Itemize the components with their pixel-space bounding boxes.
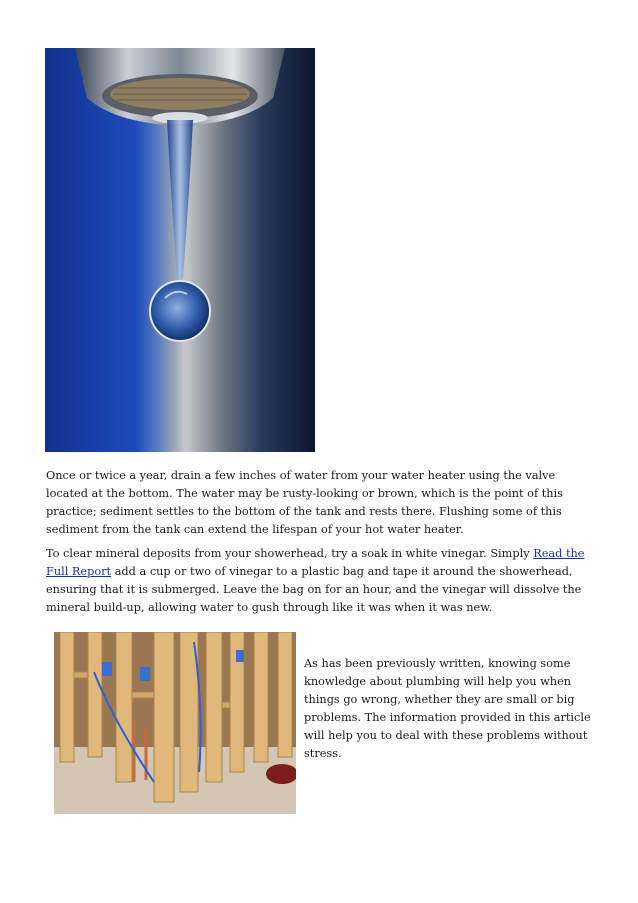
paragraph-showerhead bbox=[46, 545, 594, 617]
paragraph-water-heater: Once or twice a year, drain a few inches of water from your water heater using the valve located at the bottom. The water may be rusty-looking or brown, which is the point of this practice; sediment settles to the bottom of the tank and rests there. Flushing some of this sediment from the tank can extend the lifespan of your hot water heater. bbox=[46, 469, 563, 536]
faucet-drip-illustration bbox=[45, 48, 315, 452]
read-full-report-link[interactable]: Read the Full Report bbox=[46, 547, 585, 578]
paragraph-conclusion: As has been previously written, knowing some knowledge about plumbing will help you when things go wrong, whether they are small or big problems. The information provided in this article will help you to deal with these problems without stress. bbox=[304, 657, 591, 760]
wall-framing-illustration bbox=[54, 632, 296, 814]
faucet-drip-photo bbox=[45, 48, 315, 452]
water-stream bbox=[167, 120, 193, 278]
paragraph-showerhead-intro: To clear mineral deposits from your showerhead, try a soak in white vinegar. Simply bbox=[46, 547, 534, 560]
water-drop bbox=[150, 281, 210, 341]
wall-framing-photo bbox=[54, 632, 296, 814]
paragraph-showerhead-body: add a cup or two of vinegar to a plastic bag and tape it around the showerhead, ensuring that it is submerged. Leave the bag on for an hour, and the vinegar will dissolve the mineral build-up, allowing water to gush through like it was when it was new. bbox=[46, 565, 582, 614]
